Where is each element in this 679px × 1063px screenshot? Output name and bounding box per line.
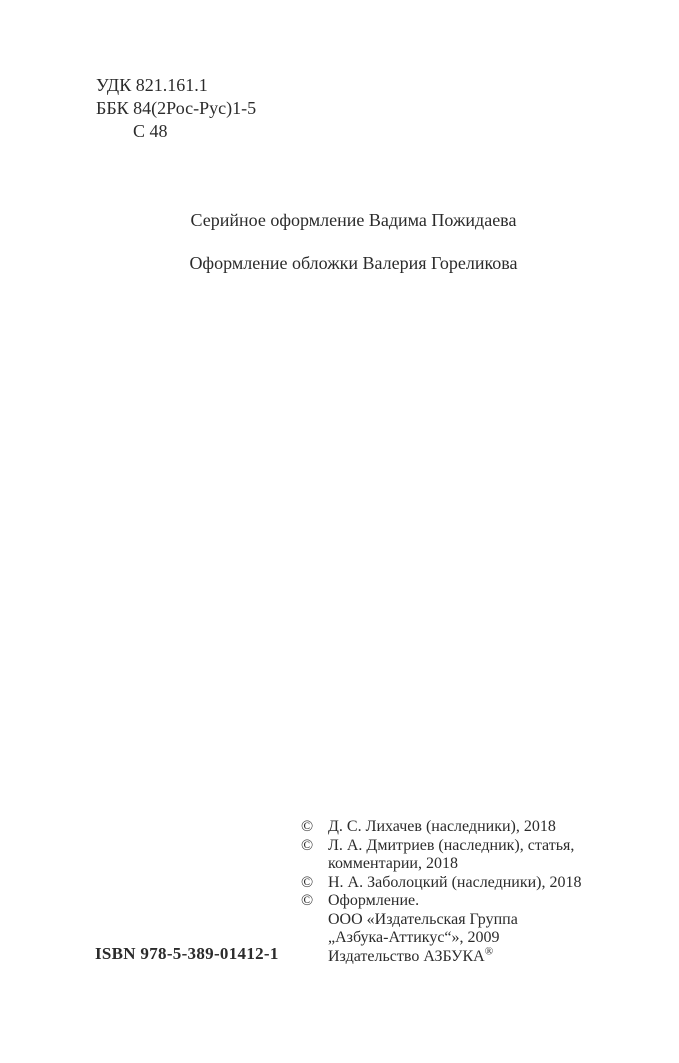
copyright-entry-text: ООО «Издательская Группа	[328, 910, 518, 928]
copyright-symbol: ©	[301, 892, 314, 909]
cover-design-credit: Оформление обложки Валерия Гореликова	[189, 253, 518, 273]
copyright-symbol: ©	[301, 818, 314, 835]
publisher-line	[328, 945, 611, 967]
udk-line: УДК 821.161.1	[96, 75, 208, 95]
copyright-symbol: ©	[301, 873, 314, 891]
isbn: ISBN 978-5-389-01412-1	[95, 944, 279, 963]
copyright-entry	[301, 892, 611, 966]
author-sign: С 48	[133, 121, 168, 141]
registered-trademark-mark: ®	[484, 945, 494, 958]
publisher-name: Издательство АЗБУКА	[328, 947, 485, 965]
copyright-entry	[301, 818, 611, 837]
copyright-entry-text: Н. А. Заболоцкий (наследники), 2018	[328, 873, 582, 891]
copyright-entry-text: Д. С. Лихачев (наследники), 2018	[328, 818, 556, 835]
copyright-entry-text: „Азбука-Аттикус“», 2009	[328, 929, 500, 946]
copyright-entry	[301, 874, 611, 893]
copyright-symbol: ©	[301, 836, 314, 854]
classification-block	[96, 74, 256, 143]
series-design-credit: Серийное оформление Вадима Пожидаева	[190, 210, 517, 230]
copyright-entry-text: комментарии, 2018	[328, 855, 458, 872]
copyright-entry-text: Оформление.	[328, 892, 420, 909]
copyright-block	[301, 818, 611, 966]
copyright-entry-text: Л. А. Дмитриев (наследник), статья,	[328, 836, 575, 854]
bbk-line: ББК 84(2Рос-Рус)1-5	[96, 98, 257, 118]
copyright-entry	[301, 837, 611, 874]
